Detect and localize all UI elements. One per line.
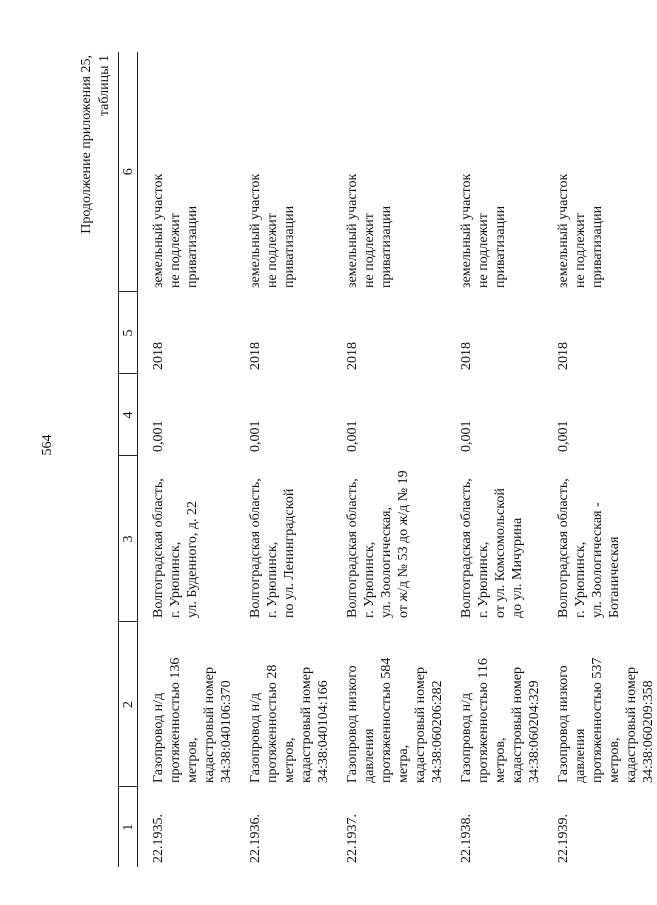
year: 2018 xyxy=(556,342,571,370)
column-header: 5 xyxy=(119,292,138,374)
land-area: 0,001 xyxy=(151,420,166,452)
registry-table xyxy=(118,52,657,867)
land-area: 0,001 xyxy=(459,420,474,452)
row-number: 22.1939. xyxy=(556,814,571,863)
object-address: Волгоградская область, г. Урюпинск, ул. Зоологическая, от ж/д № 53 до ж/д № 19 xyxy=(345,470,411,618)
column-header: 1 xyxy=(119,787,138,867)
land-area: 0,001 xyxy=(248,420,263,452)
table-row xyxy=(235,52,332,867)
land-area: 0,001 xyxy=(556,420,571,452)
note: земельный участок не подлежит приватизации xyxy=(345,173,394,288)
object-description: Газопровод низкого давления протяженностью 584 метра, кадастровый номер 34:38:060206:282 xyxy=(345,657,445,783)
table-row xyxy=(138,52,236,867)
object-address: Волгоградская область, г. Урюпинск, ул. Зоологическая - Ботаническая xyxy=(556,478,622,618)
table-row xyxy=(543,52,657,867)
object-description: Газопровод низкого давления протяженностью 537 метров, кадастровый номер 34:38:060209:358 xyxy=(556,657,656,783)
column-header: 3 xyxy=(119,456,138,622)
year: 2018 xyxy=(459,342,474,370)
object-description: Газопровод н/д протяженностью 28 метров, кадастровый номер 34:38:040104:166 xyxy=(248,664,331,783)
continuation-header: Продолжение приложения 25, таблицы 1 xyxy=(79,55,112,234)
row-number: 22.1937. xyxy=(345,814,360,863)
note: земельный участок не подлежит приватизации xyxy=(151,173,200,288)
table-row xyxy=(332,52,446,867)
object-description: Газопровод н/д протяженностью 116 метров, кадастровый номер 34:38:060204:329 xyxy=(459,658,542,783)
note: земельный участок не подлежит приватизации xyxy=(556,173,605,288)
column-header: 4 xyxy=(119,374,138,456)
row-number: 22.1935. xyxy=(151,814,166,863)
table-header-row xyxy=(119,52,138,867)
object-address: Волгоградская область, г. Урюпинск, по ул. Ленинградской xyxy=(248,478,297,618)
column-header: 2 xyxy=(119,622,138,787)
table-row xyxy=(446,52,543,867)
note: земельный участок не подлежит приватизации xyxy=(459,173,508,288)
note: земельный участок не подлежит приватизации xyxy=(248,173,297,288)
row-number: 22.1936. xyxy=(248,814,263,863)
year: 2018 xyxy=(248,342,263,370)
object-address: Волгоградская область, г. Урюпинск, от ул. Комсомольской до ул. Мичурина xyxy=(459,478,525,618)
object-description: Газопровод н/д протяженностью 136 метров, кадастровый номер 34:38:040106:370 xyxy=(151,657,234,783)
row-number: 22.1938. xyxy=(459,814,474,863)
year: 2018 xyxy=(345,342,360,370)
year: 2018 xyxy=(151,342,166,370)
object-address: Волгоградская область, г. Урюпинск, ул. Буденного, д. 22 xyxy=(151,478,200,618)
land-area: 0,001 xyxy=(345,420,360,452)
column-header: 6 xyxy=(119,52,138,292)
page-number: 564 xyxy=(40,434,55,456)
